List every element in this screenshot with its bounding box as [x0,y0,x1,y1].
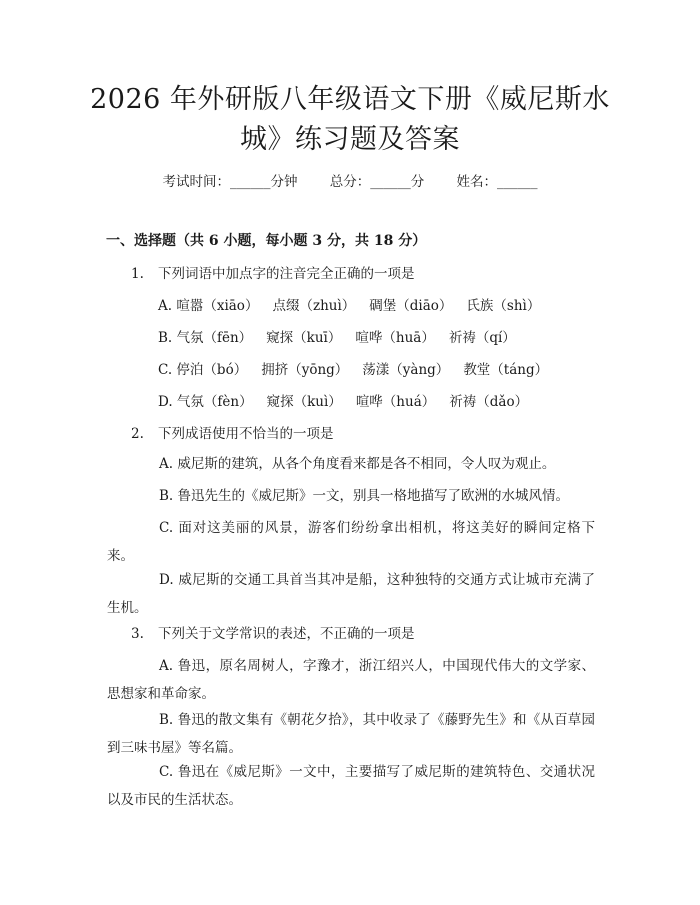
option-item: 喧哗（huá） [355,394,436,410]
document-title [60,80,640,160]
option-item: 碉堡（diāo） [369,298,453,314]
q2-option-a: A. 威尼斯的建筑，从各个角度看来都是各不相同，令人叹为观止。 [159,456,556,472]
q1-option-d [158,390,542,410]
section-heading-choice: 一、选择题（共 6 小题，每小题 3 分，共 18 分） [106,233,427,249]
q1-option-b [158,326,530,346]
q1-option-c [158,358,562,378]
q1-option-a [158,294,554,314]
option-item: 祈祷（dǎo） [449,394,529,410]
q3-option-b: B. 鲁迅的散文集有《朝花夕拾》，其中收录了《藤野先生》和《从百草园到三味书屋》等名篇。 [107,712,595,756]
student-name-field: 姓名：______ [456,174,538,190]
option-item: 教堂（táng） [463,362,549,378]
question-text: 下列成语使用不恰当的一项是 [158,426,334,442]
option-item: D. 气氛（fèn） [158,394,253,410]
exam-info-row [0,170,700,190]
question-1-stem [131,262,415,282]
q2-option-b: B. 鲁迅先生的《威尼斯》一文，别具一格地描写了欧洲的水城风情。 [159,488,570,504]
question-3-stem [131,622,415,642]
option-item: 氏族（shì） [466,298,541,314]
option-item: 窥探（kuī） [266,330,342,346]
title-line-1: 2026 年外研版八年级语文下册《威尼斯水 [90,84,610,115]
option-item: 点缀（zhuì） [272,298,356,314]
total-score-field: 总分：______分 [329,174,425,190]
q2-option-c: C. 面对这美丽的风景，游客们纷纷拿出相机，将这美好的瞬间定格下来。 [107,520,595,564]
q3-option-c: C. 鲁迅在《威尼斯》一文中，主要描写了威尼斯的建筑特色、交通状况以及市民的生活状态。 [107,764,595,808]
option-item: 窥探（kuì） [266,394,342,410]
q3-option-a: A. 鲁迅，原名周树人，字豫才，浙江绍兴人，中国现代伟大的文学家、思想家和革命家。 [107,658,595,702]
option-item: A. 喧嚣（xiāo） [158,298,259,314]
option-item: 拥挤（yōng） [261,362,349,378]
title-line-2: 城》练习题及答案 [240,124,460,155]
option-item: 祈祷（qí） [448,330,516,346]
question-2-stem [131,422,334,442]
option-item: 荡漾（yàng） [362,362,450,378]
exam-time-field: 考试时间：______分钟 [162,174,298,190]
option-item: C. 停泊（bó） [158,362,248,378]
question-number: 3. [131,626,144,642]
question-number: 1. [131,266,144,282]
q2-option-d: D. 威尼斯的交通工具首当其冲是船，这种独特的交通方式让城市充满了生机。 [107,572,595,616]
question-text: 下列词语中加点字的注音完全正确的一项是 [158,266,415,282]
question-number: 2. [131,426,144,442]
option-item: 喧哗（huā） [355,330,435,346]
question-text: 下列关于文学常识的表述，不正确的一项是 [158,626,415,642]
option-item: B. 气氛（fēn） [158,330,253,346]
